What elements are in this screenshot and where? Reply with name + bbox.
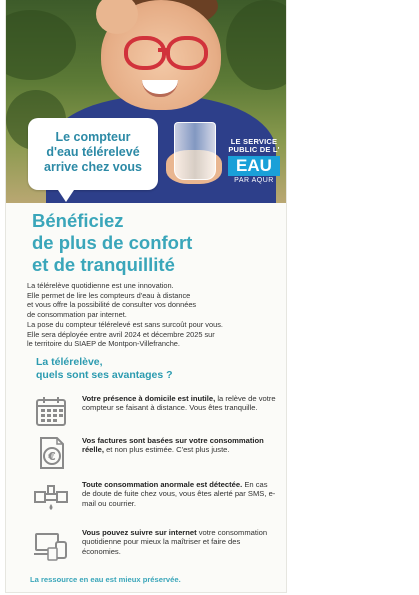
glasses-right-icon [166,36,208,70]
advantage-text [82,436,278,455]
intro-paragraph [27,282,279,350]
intro-line: de consommation par internet. [27,310,127,320]
glasses-left-icon [124,36,166,70]
advantage-detail: votre consommation quotidienne pour mieux la maîtriser et faire des économies. [82,528,268,556]
intro-line: le territoire du SIAEP de Montpon-Villefranche. [27,339,180,349]
intro-line: La télérelève quotidienne est une innovation. [27,281,174,290]
flyer-page [6,0,286,592]
section-subtitle: La télérelève, quels sont ses avantages ? [36,356,173,381]
advantage-detail: En cas de doute de fuite chez vous, vous êtes alerté par SMS, e-mail ou courrier. [82,480,276,508]
pipe-leak-icon [34,480,68,514]
logo-top-text: LE SERVICE PUBLIC DE L' [228,137,280,154]
advantage-detail: la relève de votre compteur se faisant à distance. Vous êtes tranquille. [82,394,276,413]
intro-line: Elle sera déployée entre avril 2024 et décembre 2025 sur [27,329,215,339]
hero-photo [6,0,286,203]
speech-bubble-text: Le compteur d'eau télérelevé arrive chez vous [44,130,142,174]
intro-line: Elle permet de lire les compteurs d'eau à distance [27,290,191,300]
service-public-eau-logo [222,138,286,192]
calendar-icon [34,394,68,428]
svg-text:€: € [48,450,56,463]
glasses-bridge [158,48,168,52]
advantage-detail: et non plus estimée. C'est plus juste. [103,445,230,455]
devices-icon [34,528,68,562]
page-title: Bénéficiez de plus de confort et de tranquillité [32,210,193,275]
intro-line: et vous offre la possibilité de consulter vos données [27,300,197,310]
footer-tagline: La ressource en eau est mieux préservée. [30,575,181,584]
advantage-text [82,394,278,413]
speech-bubble [28,118,158,190]
advantage-bold: Vous pouvez suivre sur internet [82,528,197,537]
advantage-text [82,480,278,508]
logo-eau-word: EAU [228,156,280,176]
euro-invoice-icon [34,436,68,470]
advantage-item [28,526,278,576]
advantage-bold: Vos factures sont basées sur votre consommation réelle, [82,436,264,455]
water-glass-icon [174,122,216,180]
advantage-bold: Toute consommation anormale est détectée. [82,480,243,489]
advantage-text [82,528,278,556]
advantage-item [28,478,278,528]
intro-line: La pose du compteur télérelevé est sans surcoût pour vous. [27,319,223,329]
logo-bottom-text: PAR AQUR [234,177,274,184]
advantage-item [28,434,278,484]
advantage-bold: Votre présence à domicile est inutile, [82,394,216,403]
